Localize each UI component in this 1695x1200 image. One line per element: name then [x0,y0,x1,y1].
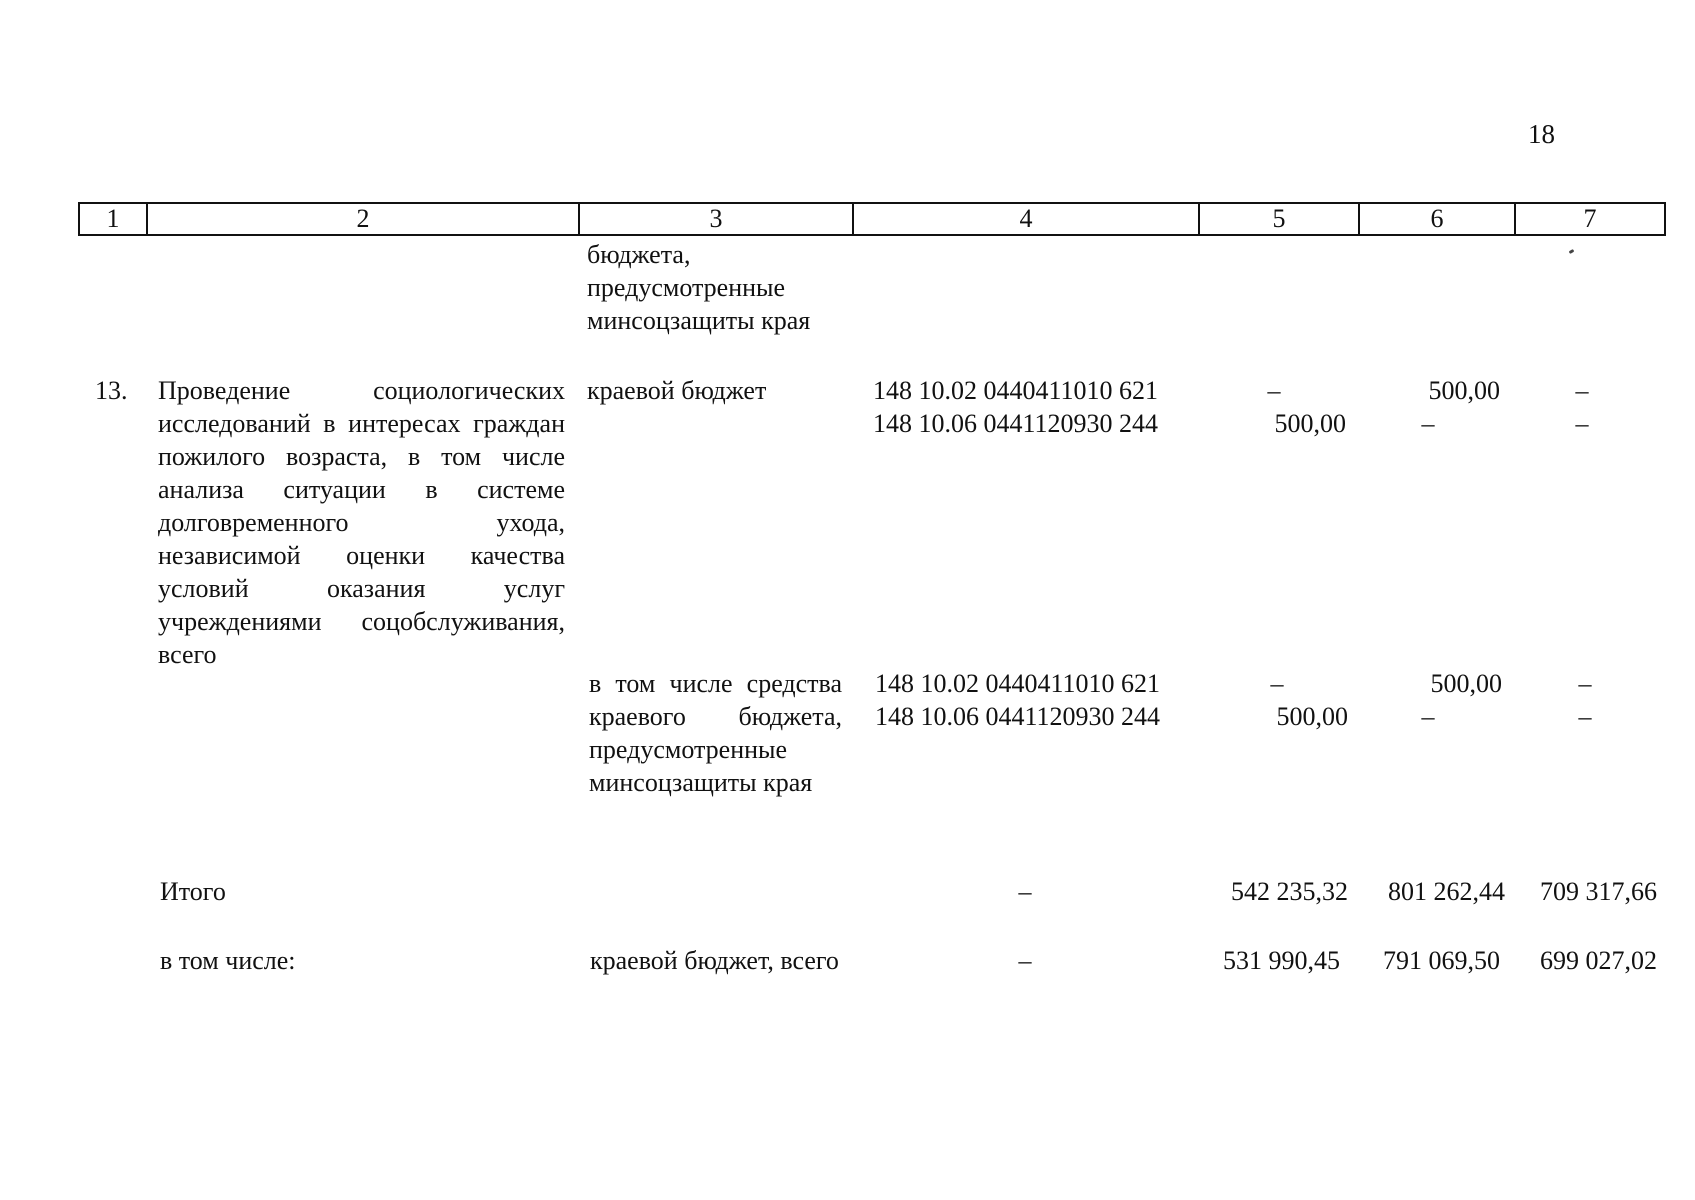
continuation-line-2: предусмотренные [587,273,786,302]
col5-main-1: – [1267,376,1281,405]
budget-code-sub-1: 148 10.02 0440411010 621 [875,669,1161,698]
including-col6: 791 069,50 [1383,946,1500,975]
total-label: Итого [160,877,226,906]
including-col5: 531 990,45 [1223,946,1340,975]
continuation-line-3: минсоцзащиты края [587,306,811,335]
col7-sub-1: – [1578,669,1592,698]
including-col4: – [1018,946,1032,975]
col7-sub-2: – [1578,702,1592,731]
budget-code-sub-2: 148 10.06 0441120930 244 [875,702,1161,731]
row-description: Проведение социологических исследований в интересах граждан пожилого возраста, в том числе анализа ситуации в системе долговременного ухода, независимой оценки качества условий оказания услуг учреждениями соцобслуживания, всего [158,376,565,669]
including-label: в том числе: [160,946,296,975]
column-header-row [78,202,1666,236]
budget-code-main-2: 148 10.06 0441120930 244 [873,409,1159,438]
row-number: 13. [95,376,128,405]
including-source: краевой бюджет, всего [590,946,839,975]
funding-source-main: краевой бюджет [587,376,767,405]
page-number: 18 [1528,119,1555,149]
column-header-5: 5 [1199,203,1359,235]
scan-speck [1569,249,1575,254]
col7-main-2: – [1575,409,1589,438]
including-col7: 699 027,02 [1540,946,1657,975]
column-header-4: 4 [853,203,1199,235]
budget-code-main-1: 148 10.02 0440411010 621 [873,376,1159,405]
col6-main-1: 500,00 [1428,376,1500,405]
col5-main-2: 500,00 [1274,409,1346,438]
column-header-3: 3 [579,203,853,235]
col5-sub-2: 500,00 [1276,702,1348,731]
col6-sub-2: – [1421,702,1435,731]
column-header-2: 2 [147,203,579,235]
col7-main-1: – [1575,376,1589,405]
total-col6: 801 262,44 [1388,877,1505,906]
col6-sub-1: 500,00 [1430,669,1502,698]
column-header-7: 7 [1515,203,1665,235]
column-header-6: 6 [1359,203,1515,235]
col5-sub-1: – [1270,669,1284,698]
column-header-1: 1 [79,203,147,235]
total-col5: 542 235,32 [1231,877,1348,906]
col6-main-2: – [1421,409,1435,438]
total-col4: – [1018,877,1032,906]
total-col7: 709 317,66 [1540,877,1657,906]
funding-source-sub: в том числе средства краевого бюджета, предусмотренные минсоцзащиты края [589,669,842,797]
continuation-line-1: бюджета, [587,240,691,269]
